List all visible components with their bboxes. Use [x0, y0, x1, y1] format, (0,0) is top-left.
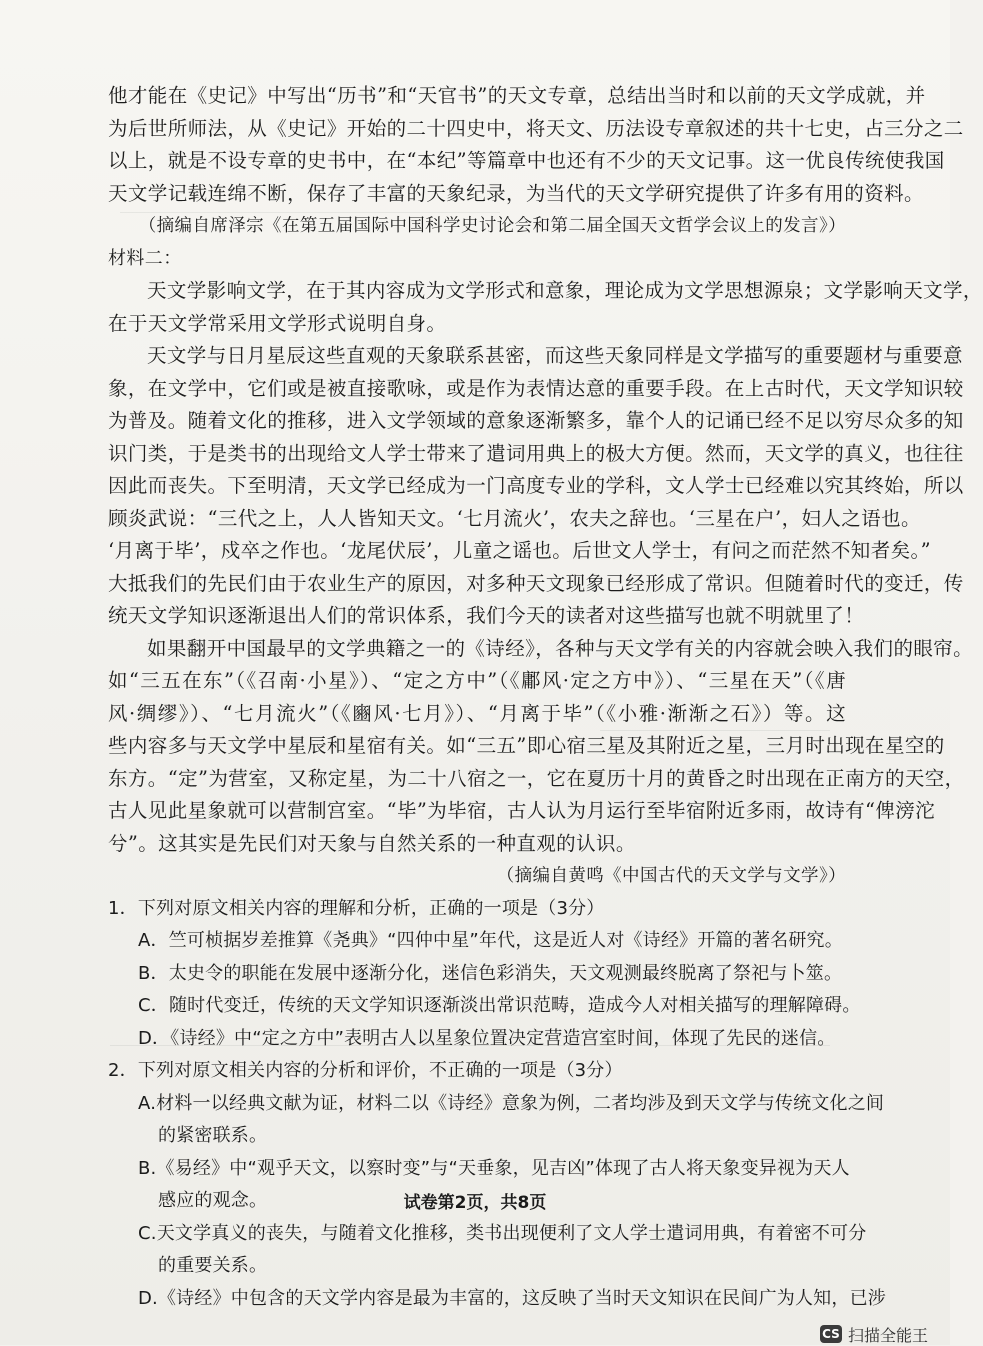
text-line: 风·绸缪》）、“七月流火”（《豳风·七月》）、“月离于毕”（《小雅·渐渐之石》）等。这 — [108, 701, 846, 725]
text-line: 因此而丧失。下至明清，天文学已经成为一门高度专业的学科，文人学士已经难以究其终始，所以 — [108, 474, 964, 497]
question-2-option-d: D.《诗经》中包含的天文学内容是最为丰富的，这反映了当时天文知识在民间广为人知，已涉 — [138, 1287, 886, 1309]
text-line: 天文学记载连绵不断，保存了丰富的天象纪录，为当代的天文学研究提供了许多有用的资料。 — [108, 181, 924, 205]
text-line: 为普及。随着文化的推移，进入文学领域的意象逐渐繁多，靠个人的记诵已经不足以穷尽众多的知 — [108, 409, 964, 432]
question-1-option-d: D．《诗经》中“定之方中”表明古人以星象位置决定营造宫室时间，体现了先民的迷信。 — [138, 1027, 836, 1049]
exam-text-body — [108, 80, 983, 1315]
question-2 — [108, 1055, 886, 1315]
question-1-option-a: A．竺可桢据岁差推算《尧典》“四仲中星”年代，这是近人对《诗经》开篇的著名研究。 — [138, 930, 843, 951]
text-line: 他才能在《史记》中写出“历书”和“天官书”的天文专章，总结出当时和以前的天文学成就，并 — [108, 84, 926, 107]
question-2-option-b-continued: 感应的观念。 — [158, 1190, 268, 1211]
material1-continuation — [108, 80, 964, 210]
question-2-title: 2．下列对原文相关内容的分析和评价，不正确的一项是（3分） — [108, 1060, 623, 1081]
text-line: 天文学影响文学，在于其内容成为文学形式和意象，理论成为文学思想源泉；文学影响天文学， — [147, 279, 983, 302]
text-line: 如果翻开中国最早的文学典籍之一的《诗经》，各种与天文学有关的内容就会映入我们的眼帘。 — [147, 636, 974, 660]
scanner-watermark-text: 扫描全能王 — [848, 1326, 929, 1345]
text-line: 些内容多与天文学中星辰和星宿有关。如“三五”即心宿三星及其附近之星，三月时出现在星空的 — [108, 734, 945, 757]
scanner-logo-icon: CS — [820, 1325, 842, 1343]
text-line: 大抵我们的先民们由于农业生产的原因，对多种天文现象已经形成了常识。但随着时代的变迁，传 — [108, 571, 964, 595]
text-line: 古人见此星象就可以营制宫室。“毕”为毕宿，古人认为月运行至毕宿附近多雨，故诗有“俾滂沱 — [108, 799, 936, 822]
page-footer: 试卷第2页，共8页 — [403, 1193, 547, 1213]
text-line: 兮”。这其实是先民们对天象与自然关系的一种直观的认识。 — [108, 831, 636, 855]
question-2-option-a: A.材料一以经典文献为证，材料二以《诗经》意象为例，二者均涉及到天文学与传统文化之间 — [138, 1092, 885, 1114]
material2-label: 材料二： — [108, 247, 182, 269]
text-line: 如“三五在东”（《召南·小星》）、“定之方中”（《鄘风·定之方中》）、“三星在天”（《唐 — [108, 669, 846, 692]
question-2-option-c-continued: 的重要关系。 — [158, 1255, 268, 1276]
text-line: 在于天文学常采用文学形式说明自身。 — [108, 311, 447, 335]
text-line: 为后世所师法，从《史记》开始的二十四史中，将天文、历法设专章叙述的共十七史，占三分之二 — [108, 116, 964, 140]
text-line: 象，在文学中，它们或是被直接歌咏，或是作为表情达意的重要手段。在上古时代，天文学知识较 — [108, 376, 964, 400]
question-2-option-a-continued: 的紧密联系。 — [158, 1125, 268, 1146]
material2-paragraph-1 — [108, 275, 983, 340]
question-1-option-b: B．太史令的职能在发展中逐渐分化，迷信色彩消失，天文观测最终脱离了祭祀与卜筮。 — [138, 962, 843, 984]
text-line: 以上，就是不设专章的史书中，在“本纪”等篇章中也还有不少的天文记事。这一优良传统使我国 — [108, 149, 945, 172]
material1-source: （摘编自席泽宗《在第五届国际中国科学史讨论会和第二届全国天文哲学会议上的发言》） — [138, 216, 846, 236]
material2-paragraph-2 — [108, 340, 964, 633]
text-line: ‘月离于毕’，戍卒之作也。‘龙尾伏辰’，儿童之谣也。后世文人学士，有问之而茫然不知者矣。” — [108, 539, 932, 562]
text-line: 天文学与日月星辰这些直观的天象联系甚密，而这些天象同样是文学描写的重要题材与重要意 — [147, 344, 963, 367]
question-1-title: 1．下列对原文相关内容的理解和分析，正确的一项是（3分） — [108, 897, 605, 919]
question-1-option-c: C．随时代变迁，传统的天文学知识逐渐淡出常识范畴，造成今人对相关描写的理解障碍。 — [138, 995, 861, 1016]
text-line: 东方。“定”为营室，又称定星，为二十八宿之一，它在夏历十月的黄昏之时出现在正南方的天空， — [108, 766, 965, 790]
question-2-option-c: C.天文学真义的丧失，与随着文化推移，类书出现便利了文人学士遣词用典，有着密不可分 — [138, 1222, 867, 1244]
material2-source: （摘编自黄鸣《中国古代的天文学与文学》） — [496, 866, 846, 886]
text-line: 识门类，于是类书的出现给文人学士带来了遣词用典上的极大方便。然而，天文学的真义，也往往 — [108, 441, 964, 465]
question-2-option-b: B.《易经》中“观乎天文，以察时变”与“天垂象，见吉凶”体现了古人将天象变异视为天人 — [138, 1157, 850, 1179]
text-line: 顾炎武说：“三代之上，人人皆知天文。‘七月流火’，农夫之辞也。‘三星在户’，妇人之语也。 — [108, 506, 921, 530]
text-line: 统天文学知识逐渐退出人们的常识体系，我们今天的读者对这些描写也就不明就里了！ — [108, 604, 865, 627]
scanner-watermark — [810, 1322, 950, 1345]
question-1 — [108, 893, 861, 1056]
material2-paragraph-3 — [108, 633, 974, 861]
